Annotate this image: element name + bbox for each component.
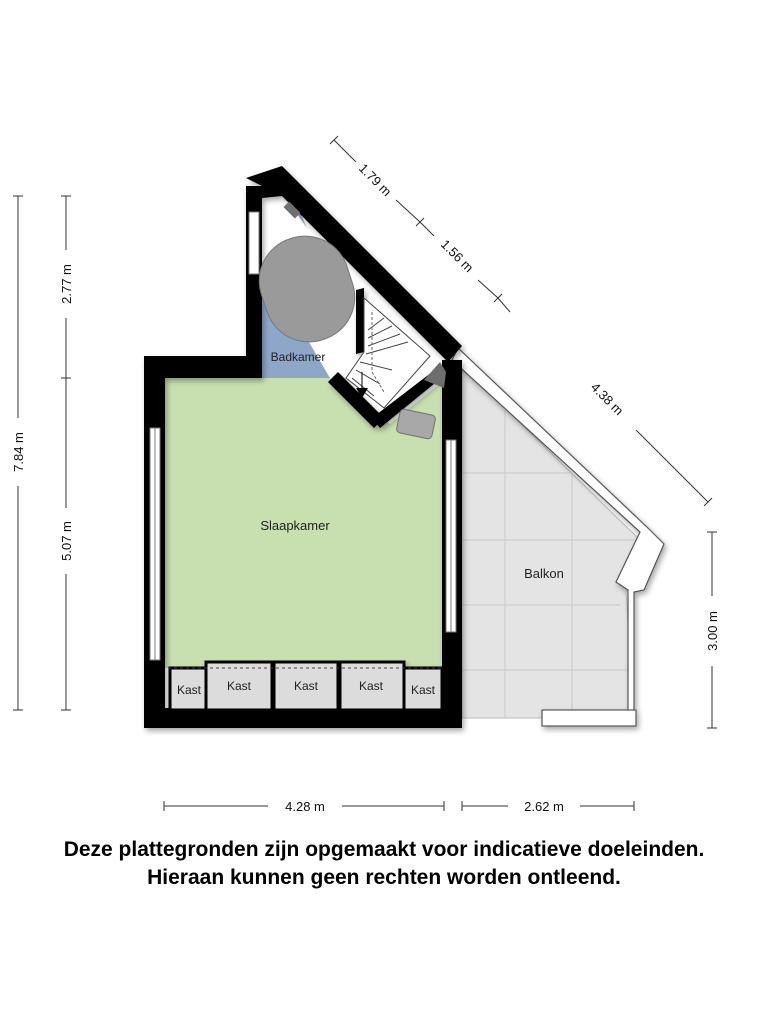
- dim-diagonal-2: 1.56 m: [437, 236, 477, 276]
- disclaimer-line-1: Deze plattegronden zijn opgemaakt voor indicatieve doeleinden.: [63, 838, 705, 861]
- dim-diagonal-1: 1.79 m: [355, 160, 395, 200]
- closet-label-3: Kast: [293, 679, 319, 693]
- closet-label-5: Kast: [410, 683, 436, 697]
- dim-bottom-left-width: 4.28 m: [285, 799, 325, 814]
- dim-bottom-right-width: 2.62 m: [524, 799, 564, 814]
- room-label-balkon: Balkon: [524, 566, 564, 581]
- dim-balcony-height: 3.00 m: [705, 611, 720, 651]
- room-label-slaapkamer: Slaapkamer: [260, 518, 330, 533]
- dim-diagonal-3: 4.38 m: [587, 379, 627, 419]
- window-bathroom: [249, 212, 259, 274]
- dim-lower-left-height: 5.07 m: [59, 521, 74, 561]
- closet-label-2: Kast: [226, 679, 252, 693]
- closet-label-1: Kast: [176, 683, 202, 697]
- dim-upper-left-height: 2.77 m: [59, 264, 74, 304]
- room-label-badkamer: Badkamer: [270, 350, 326, 364]
- disclaimer-line-2: Hieraan kunnen geen rechten worden ontleend.: [147, 866, 621, 889]
- closet-label-4: Kast: [358, 679, 384, 693]
- dim-total-left-height: 7.84 m: [11, 432, 26, 472]
- balcony-area: [462, 366, 640, 718]
- disclaimer: [0, 836, 768, 892]
